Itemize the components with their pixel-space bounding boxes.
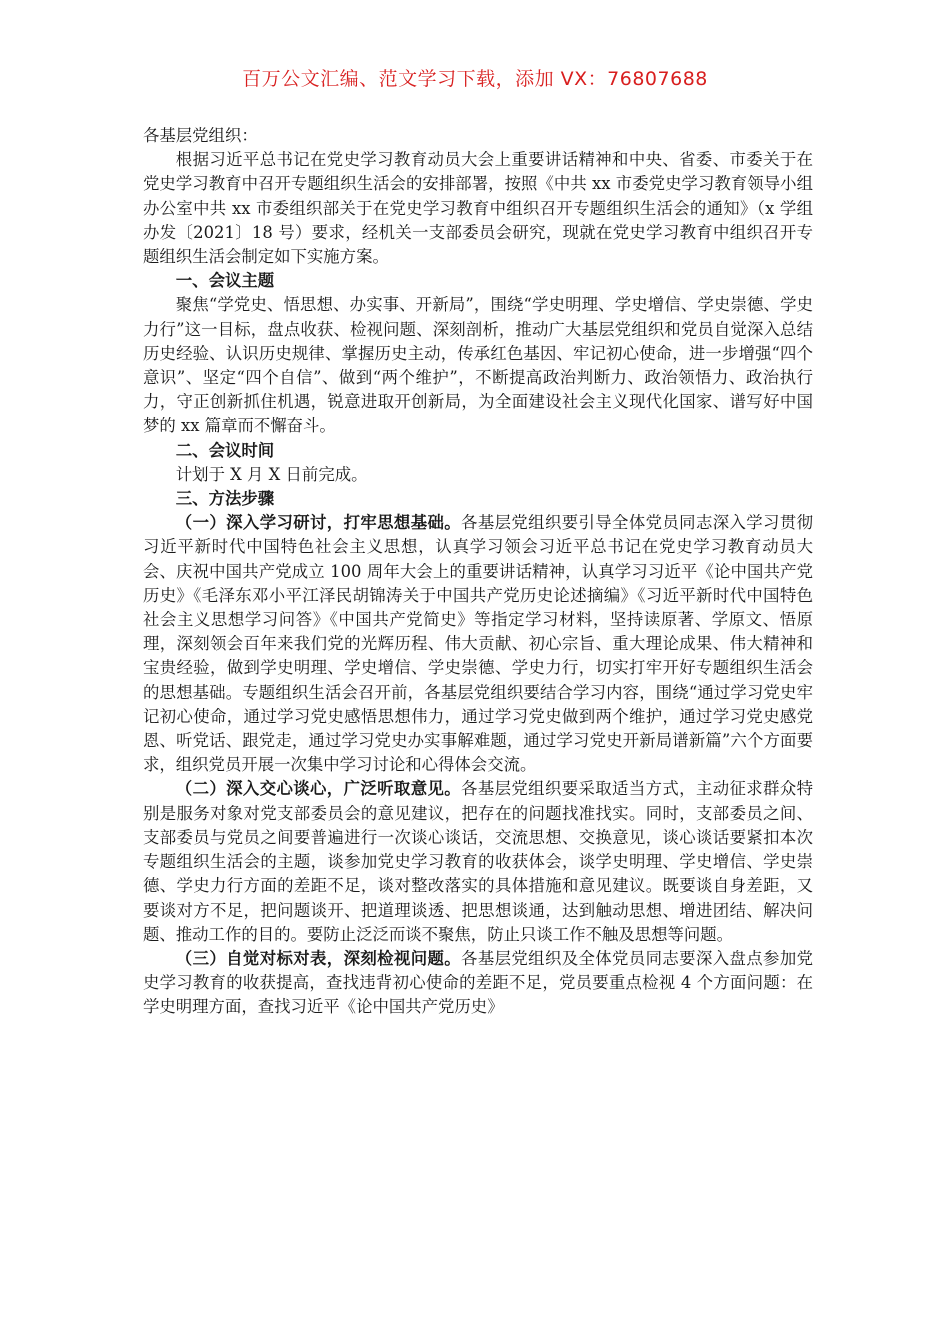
step2-lead: （二）深入交心谈心，广泛听取意见。 [175, 779, 462, 799]
step3-body: 各基层党组织及全体党员同志要深入盘点参加党史学习教育的收获提高，查找违背初心使命的差距不足，党员要重点检视 4 个方面问题：在学史明理方面，查找习近平《论中国共产党历史》 [143, 948, 814, 1017]
step1-paragraph [143, 511, 813, 777]
method-heading: 三、方法步骤 [175, 489, 275, 509]
step1-body: 各基层党组织要引导全体党员同志深入学习贯彻习近平新时代中国特色社会主义思想，认真学习领会习近平总书记在党史学习教育动员大会、庆祝中国共产党成立 100 周年大会上的重要讲话精神，认真学习习近平《论中国共产党历史》《毛泽东邓小平江泽民胡锦涛关于中国共产党历史论述摘编》《习近平新时代中国特色社会主义思想学习问答》《中国共产党简史》等指定学习材料，坚持读原著、学原文、悟原理，深刻领会百年来我们党的光辉历程、伟大贡献、初心宗旨、重大理论成果、伟大精神和宝贵经验，做到学史明理、学史增信、学史崇德、学史力行，切实打牢开好专题组织生活会的思想基础。专题组织生活会召开前，各基层党组织要结合学习内容，围绕“通过学习党史牢记初心使命，通过学习党史感悟思想伟力，通过学习党史做到两个维护，通过学习党史感党恩、听党话、跟党走，通过学习党史办实事解难题，通过学习党史开新局谱新篇”六个方面要求，组织党员开展一次集中学习讨论和心得体会交流。 [143, 513, 814, 775]
theme-paragraph: 聚焦“学党史、悟思想、办实事、开新局”，围绕“学史明理、学史增信、学史崇德、学史力行”这一目标，盘点收获、检视问题、深刻剖析，推动广大基层党组织和党员自觉深入总结历史经验、认识历史规律、掌握历史主动，传承红色基因、牢记初心使命，进一步增强“四个意识”、坚定“四个自信”、做到“两个维护”，不断提高政治判断力、政治领悟力、政治执行力，守正创新抓住机遇，锐意进取开创新局，为全面建设社会主义现代化国家、谱写好中国梦的 xx 篇章而不懈奋斗。 [143, 295, 813, 436]
step3-lead: （三）自觉对标对表，深刻检视问题。 [175, 948, 462, 968]
step2-paragraph [143, 777, 813, 946]
time-heading: 二、会议时间 [175, 440, 275, 460]
salutation: 各基层党组织： [143, 126, 258, 145]
step1-lead: （一）深入学习研讨，打牢思想基础。 [175, 513, 462, 533]
time-paragraph: 计划于 X 月 X 日前完成。 [175, 464, 368, 484]
intro-paragraph: 根据习近平总书记在党史学习教育动员大会上重要讲话精神和中央、省委、市委关于在党史学习教育中召开专题组织生活会的安排部署，按照《中共 xx 市委党史学习教育领导小组办公室中共 xx 市委组织部关于在党史学习教育中组织召开专题组织生活会的通知》（x 学组办发〔2021〕18 号）要求，经机关一支部委员会研究，现就在党史学习教育中组织召开专题组织生活会制定如下实施方案。 [143, 150, 813, 267]
document-body [143, 124, 813, 1020]
step3-paragraph [143, 947, 813, 1020]
theme-heading: 一、会议主题 [175, 271, 275, 291]
header-banner: 百万公文汇编、范文学习下载，添加 VX：76807688 [242, 68, 708, 90]
step2-body: 各基层党组织要采取适当方式，主动征求群众特别是服务对象对党支部委员会的意见建议，把存在的问题找准找实。同时，支部委员之间、支部委员与党员之间要普遍进行一次谈心谈话，交流思想、交换意见，谈心谈话要紧扣本次专题组织生活会的主题，谈参加党史学习教育的收获体会，谈学史明理、学史增信、学史崇德、学史力行方面的差距不足，谈对整改落实的具体措施和意见建议。既要谈自身差距，又要谈对方不足，把问题谈开、把道理谈透、把思想谈通，达到触动思想、增进团结、解决问题、推动工作的目的。要防止泛泛而谈不聚焦，防止只谈工作不触及思想等问题。 [143, 779, 814, 944]
